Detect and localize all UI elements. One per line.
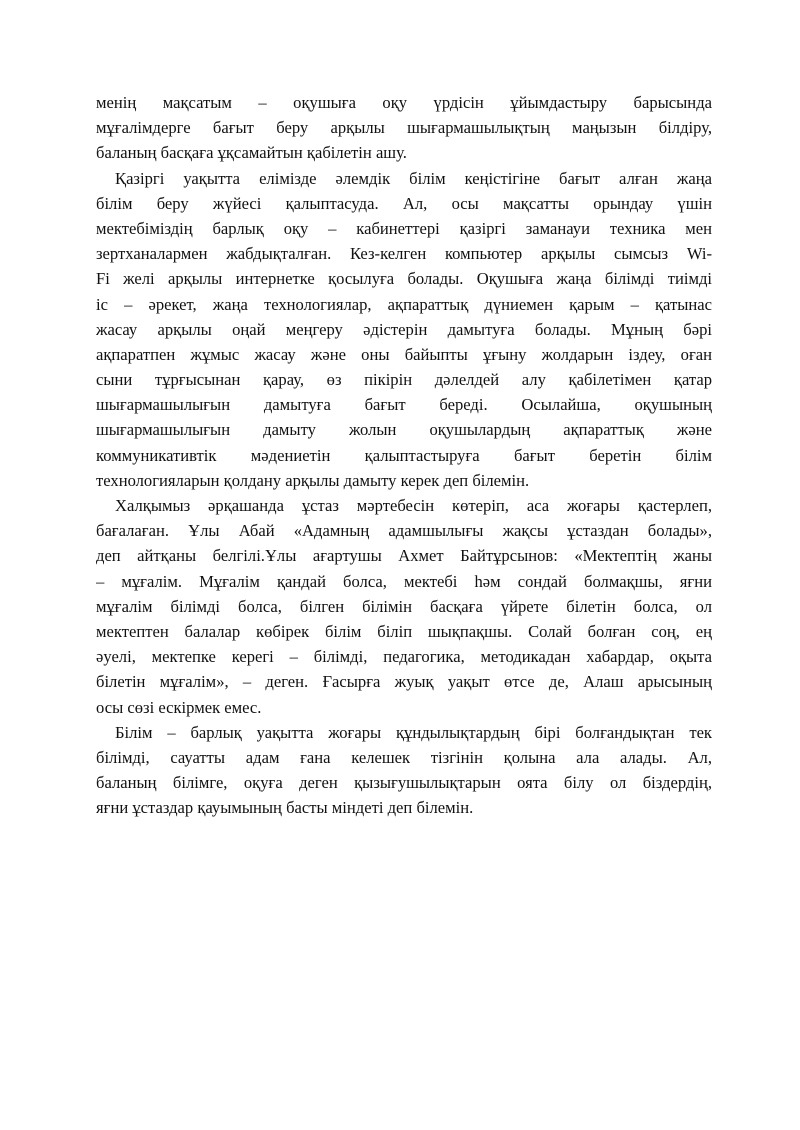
text-line: шығармашылығын дамытуға бағыт береді. Осылайша, оқушының	[96, 395, 712, 415]
text-line: сыни тұрғысынан қарау, өз пікірін дәлелдей алу қабілетімен қатар	[96, 370, 712, 390]
text-line: Fi желі арқылы интернетке қосылуға болады. Оқушыға жаңа білімді тиімді	[96, 269, 712, 289]
text-line: білімді, сауатты адам ғана келешек тізгінін қолына ала алады. Ал,	[96, 747, 712, 767]
text-line: мектептен балалар көбірек білім біліп шықпақшы. Солай болған соң, ең	[96, 621, 712, 641]
text-line: – мұғалім. Мұғалім қандай болса, мектебі һәм сондай болмақшы, яғни	[96, 571, 712, 591]
text-line: осы сөзі ескірмек емес.	[96, 697, 262, 717]
text-line: шығармашылығын дамыту жолын оқушылардың ақпараттық және	[96, 420, 712, 440]
text-line: мұғалім білімді болса, білген білімін басқаға үйрете білетін болса, ол	[96, 596, 712, 616]
text-line: ақпаратпен жұмыс жасау және оны байыпты ұғыну жолдарын іздеу, оған	[96, 344, 712, 364]
text-line: Халқымыз әрқашанда ұстаз мәртебесін көтеріп, аса жоғары қастерлеп,	[115, 496, 712, 515]
text-line: зертханалармен жабдықталған. Кез-келген компьютер арқылы сымсыз Wi-	[96, 244, 712, 264]
text-line: мектебіміздің барлық оқу – кабинеттері қазіргі заманауи техника мен	[96, 218, 712, 238]
text-line: коммуникативтік мәдениетін қалыптастыруға бағыт беретін білім	[96, 445, 712, 465]
text-line: білім беру жүйесі қалыптасуда. Ал, осы мақсатты орындау үшін	[96, 193, 712, 213]
text-line: технологияларын қолдану арқылы дамыту керек деп білемін.	[96, 470, 530, 490]
paragraph	[96, 720, 712, 821]
paragraph	[96, 166, 712, 493]
paragraph	[96, 90, 712, 166]
text-line: іс – әрекет, жаңа технологиялар, ақпараттық дүниемен қарым – қатынас	[96, 294, 712, 314]
text-line: бағалаған. Ұлы Абай «Адамның адамшылығы жақсы ұстаздан болады»,	[96, 521, 712, 541]
text-line: әуелі, мектепке керегі – білімді, педагогика, методикадан хабардар, оқыта	[96, 647, 712, 667]
text-line: мұғалімдерге бағыт беру арқылы шығармашылықтың маңызын білдіру,	[96, 118, 712, 138]
text-line: білетін мұғалім», – деген. Ғасырға жуық уақыт өтсе де, Алаш арысының	[96, 672, 712, 692]
text-line: жасау арқылы оңай меңгеру әдістерін дамытуға болады. Мұның бәрі	[96, 319, 712, 339]
text-line: Білім – барлық уақытта жоғары құндылықтардың бірі болғандықтан тек	[115, 722, 712, 742]
text-line: баланың басқаға ұқсамайтын қабілетін ашу.	[96, 143, 407, 163]
paragraph	[96, 493, 712, 720]
text-line: яғни ұстаздар қауымының басты міндеті деп білемін.	[96, 798, 474, 818]
text-line: деп айтқаны белгілі.Ұлы ағартушы Ахмет Байтұрсынов: «Мектептің жаны	[96, 546, 712, 566]
text-line: менің мақсатым – оқушыға оқу үрдісін ұйымдастыру барысында	[96, 93, 712, 112]
text-line: баланың білімге, оқуға деген қызығушылықтарын оята білу ол біздердің,	[96, 773, 712, 793]
text-line: Қазіргі уақытта елімізде әлемдік білім кеңістігіне бағыт алған жаңа	[115, 168, 712, 188]
document-body	[96, 90, 712, 820]
